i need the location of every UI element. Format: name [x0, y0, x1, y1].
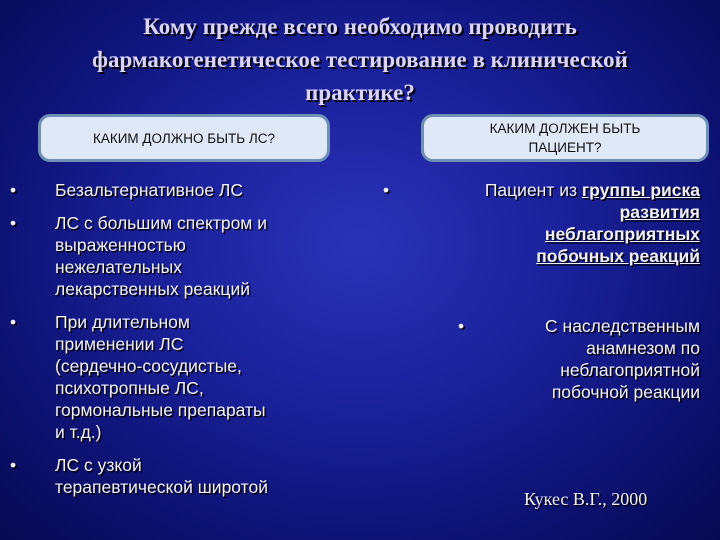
list-item-text: психотропные ЛС, — [55, 378, 204, 398]
list-item-text: применении ЛС — [55, 334, 184, 354]
bullet-point: • — [10, 455, 17, 475]
emphasis-text: развития — [619, 202, 700, 222]
bullet-point: • — [10, 180, 17, 200]
list-item — [10, 212, 335, 300]
list-item-text: С наследственным — [545, 316, 700, 336]
left-column-header — [38, 114, 330, 162]
list-item-text: Безальтернативное ЛС — [55, 180, 244, 200]
left-column-header-text: КАКИМ ДОЛЖНО БЫТЬ ЛС? — [92, 130, 276, 146]
slide-title-line: фармакогенетическое тестирование в клинической — [92, 47, 628, 72]
slide-title-line: практике? — [305, 80, 415, 105]
list-item — [380, 179, 700, 267]
right-bullet-list — [380, 179, 700, 403]
right-column-header — [421, 114, 709, 162]
list-item-text: гормональные препараты — [55, 400, 266, 420]
bullet-point: • — [383, 180, 390, 200]
list-item-text: анамнезом по — [586, 338, 700, 358]
bullet-point: • — [10, 213, 17, 233]
emphasis-text: неблагоприятных — [544, 224, 700, 244]
list-item-text: лекарственных реакций — [55, 279, 250, 299]
list-item-text: При длительном — [55, 312, 190, 332]
emphasis-text: группы риска — [581, 180, 700, 200]
list-item-text: ЛС с большим спектром и — [55, 213, 267, 233]
list-item-text: терапевтической широтой — [55, 477, 268, 497]
list-item — [380, 315, 700, 403]
slide-title-line: Кому прежде всего необходимо проводить — [143, 14, 577, 39]
list-item — [10, 454, 335, 498]
list-item-text: и т.д.) — [55, 422, 102, 442]
list-item-text: ЛС с узкой — [55, 455, 142, 475]
list-item-text: неблагоприятной — [560, 360, 700, 380]
right-column-header-text: КАКИМ ДОЛЖЕН БЫТЬ ПАЦИЕНТ? — [489, 121, 641, 155]
bullet-point: • — [458, 316, 465, 336]
list-item-text — [380, 179, 700, 201]
list-item-text: нежелательных — [55, 257, 182, 277]
list-item-text: выраженностью — [55, 235, 186, 255]
list-item — [10, 179, 335, 201]
emphasis-text: побочных реакций — [536, 246, 700, 266]
list-item-text: (сердечно-сосудистые, — [55, 356, 242, 376]
list-item-prefix: Пациент из — [484, 180, 578, 200]
left-bullet-list — [10, 179, 335, 509]
bullet-point: • — [10, 312, 17, 332]
slide-title — [10, 10, 710, 109]
list-item-text: побочной реакции — [551, 382, 700, 402]
citation: Кукес В.Г., 2000 — [524, 489, 648, 509]
list-item — [10, 311, 335, 443]
